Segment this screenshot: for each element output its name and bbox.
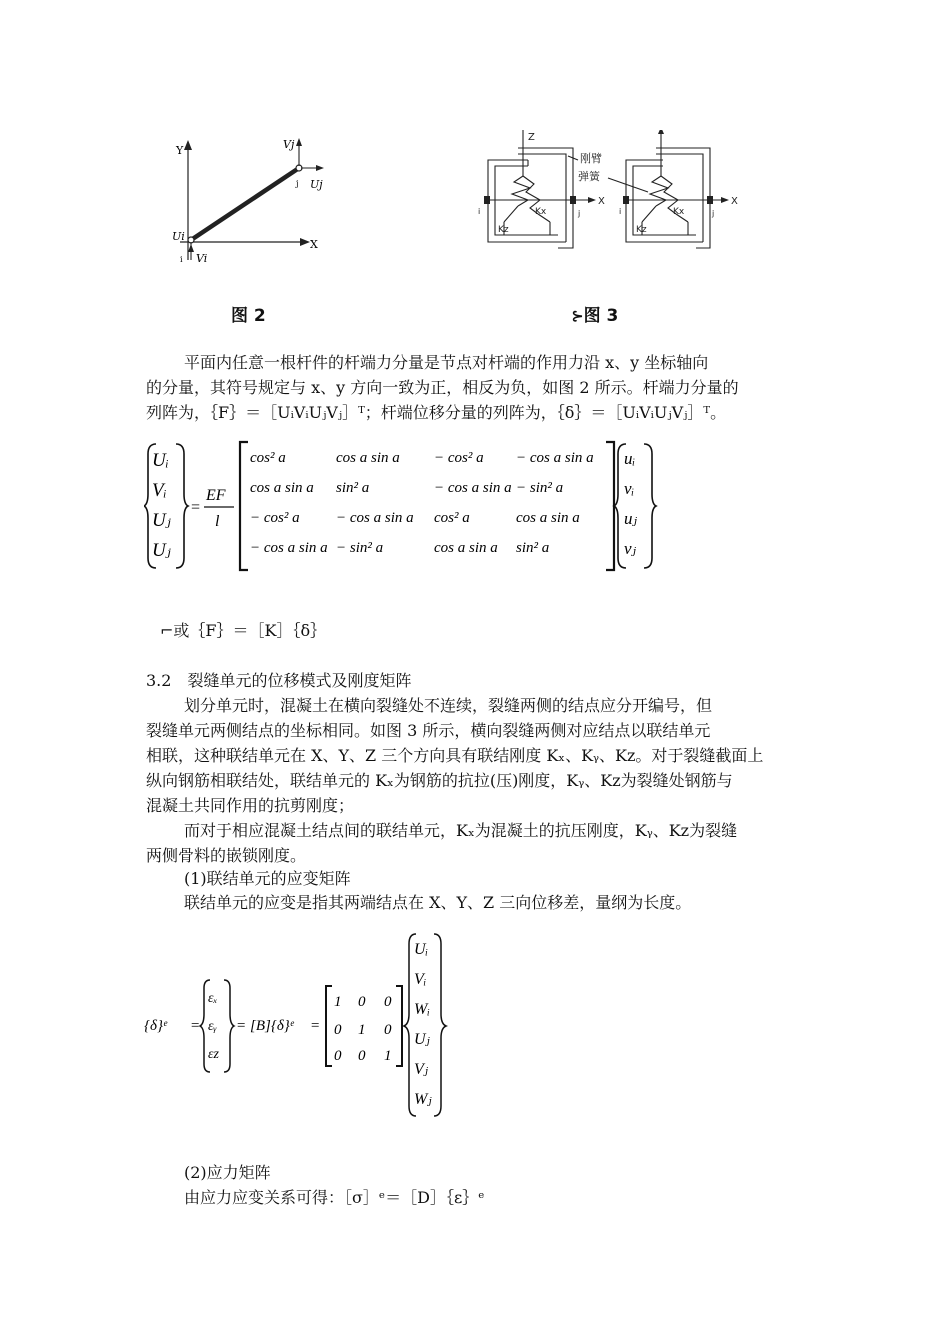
eq2-rhs-2: Wᵢ: [414, 1001, 430, 1018]
eq1-rhs-3: vⱼ: [624, 539, 637, 558]
svg-text:=: =: [190, 499, 201, 516]
fig3-label-rigid-arm: 刚臂: [580, 152, 602, 165]
or-mark: ⌐: [160, 621, 174, 640]
x-axis-arrow: [300, 238, 310, 246]
eq2-mid: [B]{δ}ᵉ: [250, 1018, 294, 1034]
section-p1-l5: 混凝土共同作用的抗剪刚度；: [146, 796, 355, 815]
fig3-label-kz2: Kz: [636, 225, 647, 235]
eq1-matrix-cell: − sin² a: [336, 540, 384, 556]
section-p2-l1: 而对于相应混凝土结点间的联结单元，Kₓ为混凝土的抗压刚度，Kᵧ、Kz为裂缝: [184, 821, 738, 840]
figure-2-caption: 图 2: [231, 306, 266, 326]
eq1-matrix-cell: cos² a: [250, 450, 286, 466]
eq1-matrix-cell: − cos² a: [434, 450, 484, 466]
fig3-label-i1: i: [478, 207, 481, 216]
fig2-label-uj: Uj: [310, 178, 323, 191]
equation-strain: [144, 930, 454, 1120]
left-right-bracket: [518, 154, 566, 242]
eq2-matrix-cell: 1: [358, 1022, 366, 1038]
fig3-label-i2: i: [619, 207, 622, 216]
right-z-arrow: [658, 130, 664, 134]
subheading-stress-matrix: (2)应力矩阵: [184, 1163, 271, 1182]
eq1-matrix-cell: cos a sin a: [336, 450, 400, 466]
node-left-j: [570, 196, 576, 204]
eq1-lhs-0: Uᵢ: [152, 450, 169, 471]
right-x-arrow: [721, 197, 729, 203]
node-left-i: [484, 196, 490, 204]
fig2-label-j: j: [296, 179, 299, 188]
section-p2-l2: 两侧骨料的嵌锁刚度。: [146, 846, 307, 865]
eq1-rhs-0: uᵢ: [624, 449, 636, 468]
caption-mark: ⊱: [571, 307, 584, 325]
fig3-label-z: Z: [528, 132, 535, 143]
eq2-rhs-4: Vⱼ: [414, 1061, 428, 1078]
equation-stiffness: [144, 440, 664, 572]
para1-line2: 的分量，其符号规定与 x、y 方向一致为正，相反为负，如图 2 所示。杆端力分量的: [146, 378, 739, 397]
stress-strain-relation: 由应力应变关系可得：［σ］ᵉ＝［D］｛ε｝ᵉ: [184, 1188, 485, 1207]
eq1-matrix-cell: sin² a: [336, 480, 370, 496]
node-right-i: [623, 196, 629, 204]
or-equation-text: 或｛F｝＝［K］｛δ｝: [173, 621, 327, 640]
eq1-matrix-cell: − cos² a: [250, 510, 300, 526]
section-p1-l1: 划分单元时，混凝土在横向裂缝处不连续，裂缝两侧的结点应分开编号，但: [184, 696, 713, 715]
eq2-strain-0: εₓ: [208, 991, 218, 1006]
fig3-label-kx2: Kx: [673, 207, 685, 217]
fig2-label-y: Y: [176, 144, 184, 157]
node-right-j: [707, 196, 713, 204]
eq1-rhs-2: uⱼ: [624, 509, 637, 528]
vj-arrow: [296, 138, 302, 146]
figure-3-caption: ⊱图 3: [571, 306, 619, 326]
eq2-matrix-cell: 0: [358, 1048, 366, 1064]
eq2-matrix-cell: 1: [334, 994, 342, 1010]
eq2-matrix-cell: 1: [384, 1048, 392, 1064]
fig2-label-ui: Ui: [172, 230, 185, 243]
eq2-rhs-0: Uᵢ: [414, 941, 429, 958]
fig3-label-x2: X: [731, 196, 738, 207]
eq2-lhs: {δ}ᵉ: [144, 1018, 167, 1034]
eq1-lhs-1: Vᵢ: [152, 480, 167, 501]
fig3-label-j1: j: [578, 209, 581, 218]
fig3-label-x1: X: [598, 196, 605, 207]
figure-3: [478, 130, 748, 260]
eq1-matrix-cell: cos² a: [434, 510, 470, 526]
eq1-matrix-cell: − cos a sin a: [336, 510, 414, 526]
eq1-lhs-3: Uⱼ: [152, 540, 171, 561]
svg-text:=: =: [310, 1018, 321, 1034]
left-x-arrow: [588, 197, 596, 203]
or-equation-line: [160, 618, 326, 641]
fig3-label-j2: j: [712, 209, 715, 218]
fig3-label-kx1: Kx: [535, 207, 547, 217]
eq2-strain-2: εz: [208, 1047, 219, 1062]
subheading-strain-matrix: (1)联结单元的应变矩阵: [184, 869, 351, 888]
section-p1-l2: 裂缝单元两侧结点的坐标相同。如图 3 所示，横向裂缝两侧对应结点以联结单元: [146, 721, 711, 740]
eq1-rhs-1: vᵢ: [624, 479, 635, 498]
eq2-matrix-cell: 0: [384, 994, 392, 1010]
eq2-matrix-cell: 0: [384, 1022, 392, 1038]
fig2-label-i: i: [180, 255, 183, 264]
bar-member: [191, 168, 299, 240]
eq1-matrix-cell: − cos a sin a: [516, 450, 594, 466]
section-p1-l4: 纵向钢筋相联结处，联结单元的 Kₓ为钢筋的抗拉(压)刚度，Kᵧ、Kz为裂缝处钢筋与: [146, 771, 733, 790]
eq1-matrix-cell: − cos a sin a: [434, 480, 512, 496]
vi-arrow: [188, 244, 194, 252]
eq2-rhs-1: Vᵢ: [414, 971, 427, 988]
para1-line1: 平面内任意一根杆件的杆端力分量是节点对杆端的作用力沿 x、y 坐标轴向: [184, 353, 709, 372]
eq1-matrix-cell: sin² a: [516, 540, 550, 556]
eq2-strain-1: εᵧ: [208, 1019, 217, 1034]
eq1-matrix-cell: cos a sin a: [434, 540, 498, 556]
eq1-matrix-cell: − sin² a: [516, 480, 564, 496]
fig3-label-spring: 弹簧: [578, 170, 600, 183]
para1-line3: 列阵为，｛F｝＝［UᵢVᵢUⱼVⱼ］ᵀ；杆端位移分量的列阵为，｛δ｝＝［UᵢVᵢUⱼVⱼ］ᵀ。: [146, 403, 727, 422]
eq2-rhs-5: Wⱼ: [414, 1091, 432, 1108]
figure-2: [160, 130, 330, 270]
fig3-label-kz1: Kz: [498, 225, 509, 235]
fig2-label-x: X: [310, 238, 318, 251]
eq2-matrix-cell: 0: [334, 1048, 342, 1064]
eq1-matrix-cell: − cos a sin a: [250, 540, 328, 556]
eq2-matrix-cell: 0: [358, 994, 366, 1010]
section-p1-l3: 相联，这种联结单元在 X、Y、Z 三个方向具有联结刚度 Kₓ、Kᵧ、Kz。对于裂缝截面上: [146, 746, 764, 765]
eq1-coef-den: l: [215, 513, 220, 530]
svg-text:=: =: [236, 1018, 247, 1034]
uj-arrow: [316, 165, 324, 171]
eq1-matrix-cell: cos a sin a: [516, 510, 580, 526]
eq1-matrix-cell: cos a sin a: [250, 480, 314, 496]
eq2-matrix-cell: 0: [334, 1022, 342, 1038]
fig2-label-vi: Vi: [196, 252, 208, 265]
eq1-coef-num: EF: [206, 487, 226, 504]
section-heading: 3.2 裂缝单元的位移模式及刚度矩阵: [146, 671, 412, 690]
svg-text:=: =: [190, 1018, 201, 1034]
y-axis-arrow: [184, 140, 192, 150]
eq1-lhs-2: Uⱼ: [152, 510, 171, 531]
eq2-rhs-3: Uⱼ: [414, 1031, 430, 1048]
fig2-label-vj: Vj: [283, 138, 295, 151]
section-p3: 联结单元的应变是指其两端结点在 X、Y、Z 三向位移差，量纲为长度。: [184, 893, 692, 912]
